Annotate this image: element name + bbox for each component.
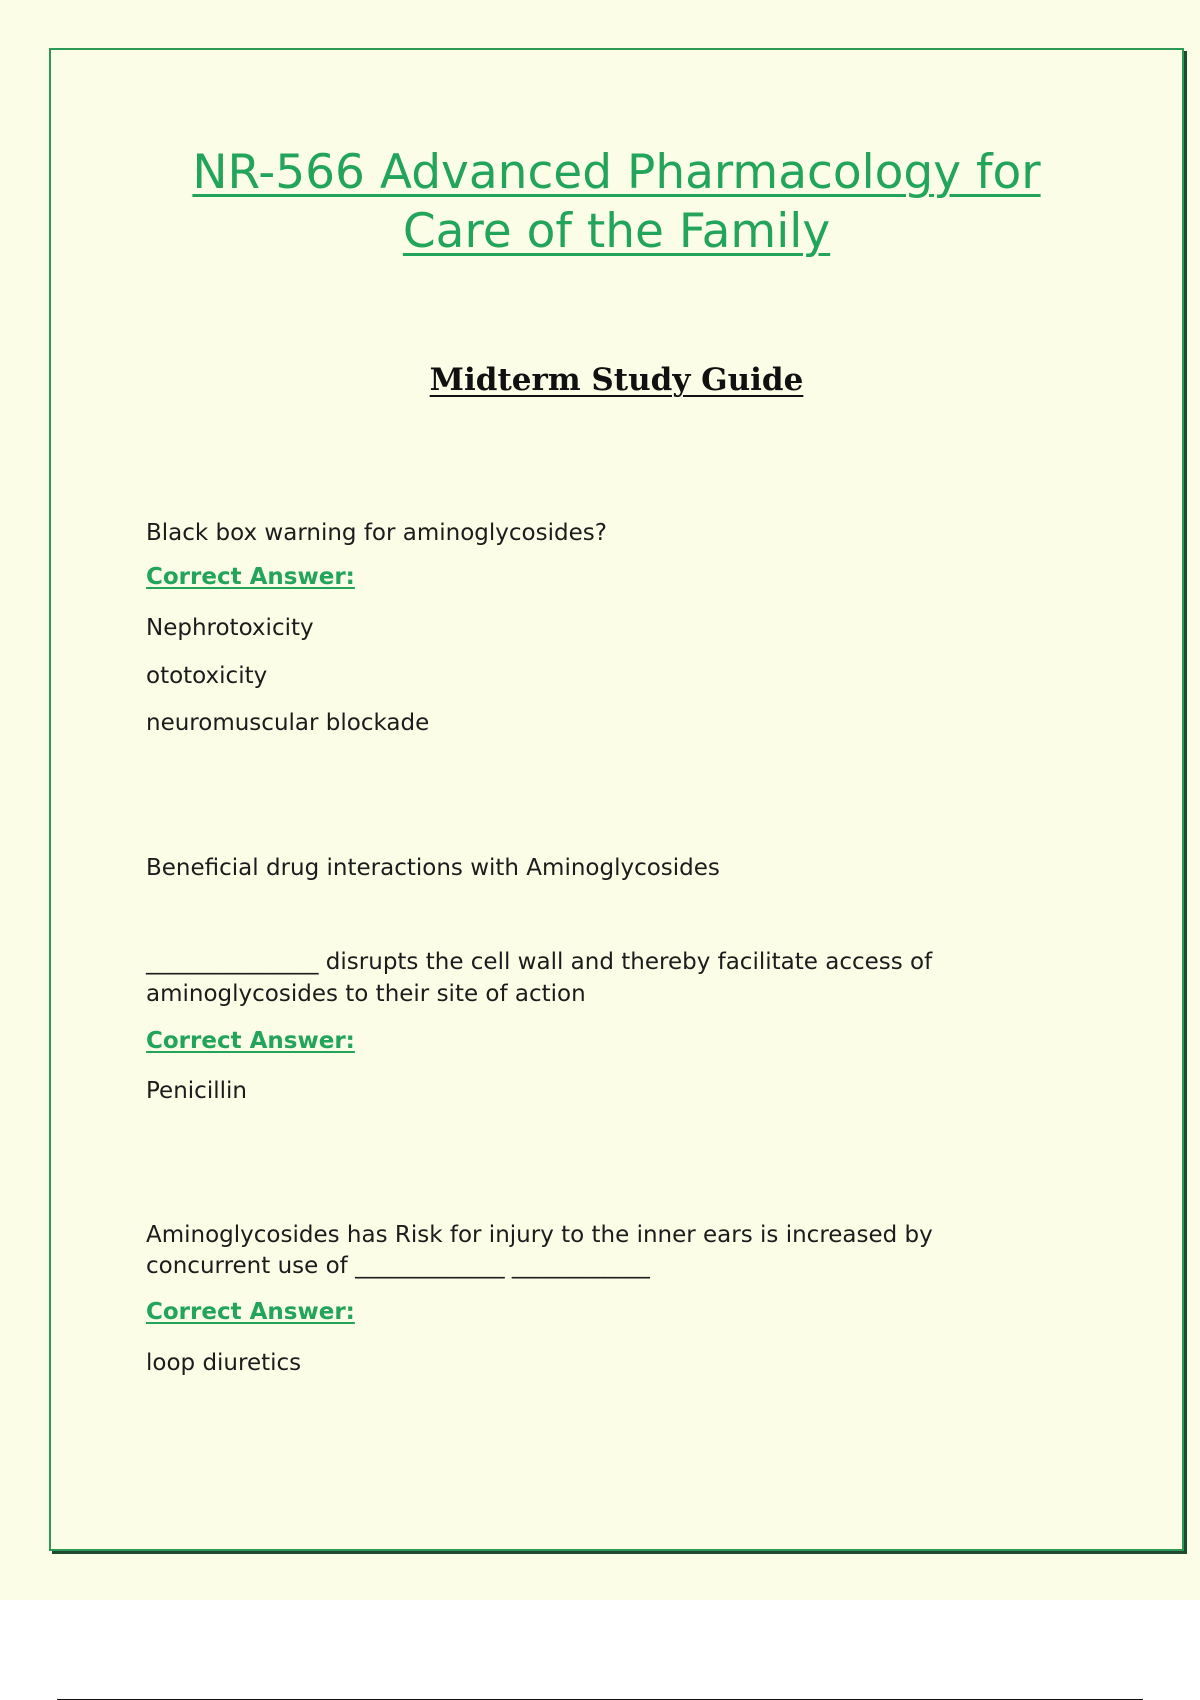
question-1-answer-1: Nephrotoxicity (146, 615, 314, 641)
question-2-text-line-1: _______________ disrupts the cell wall and thereby facilitate access of (146, 949, 933, 975)
title-line-1: NR-566 Advanced Pharmacology for (192, 145, 1041, 200)
question-2-text-line-2: aminoglycosides to their site of action (146, 981, 586, 1007)
document-subtitle: Midterm Study Guide (429, 362, 804, 398)
document-frame (49, 48, 1184, 1551)
question-3-answer-1: loop diuretics (146, 1350, 302, 1376)
question-1-answer-3: neuromuscular blockade (146, 710, 430, 736)
question-1-answer-label: Correct Answer: (146, 564, 355, 590)
question-3-text-line-2: concurrent use of _____________ ____________ (146, 1253, 650, 1279)
question-2-heading: Beneficial drug interactions with Aminoglycosides (146, 855, 720, 881)
question-2-answer-1: Penicillin (146, 1078, 247, 1104)
question-1-answer-2: ototoxicity (146, 663, 268, 689)
title-line-2: Care of the Family (402, 204, 831, 259)
question-1-text: Black box warning for aminoglycosides? (146, 520, 607, 546)
question-2-answer-label: Correct Answer: (146, 1028, 355, 1054)
question-3-text-line-1: Aminoglycosides has Risk for injury to the inner ears is increased by (146, 1222, 933, 1248)
question-3-answer-label: Correct Answer: (146, 1299, 355, 1325)
document-title (0, 143, 1200, 261)
